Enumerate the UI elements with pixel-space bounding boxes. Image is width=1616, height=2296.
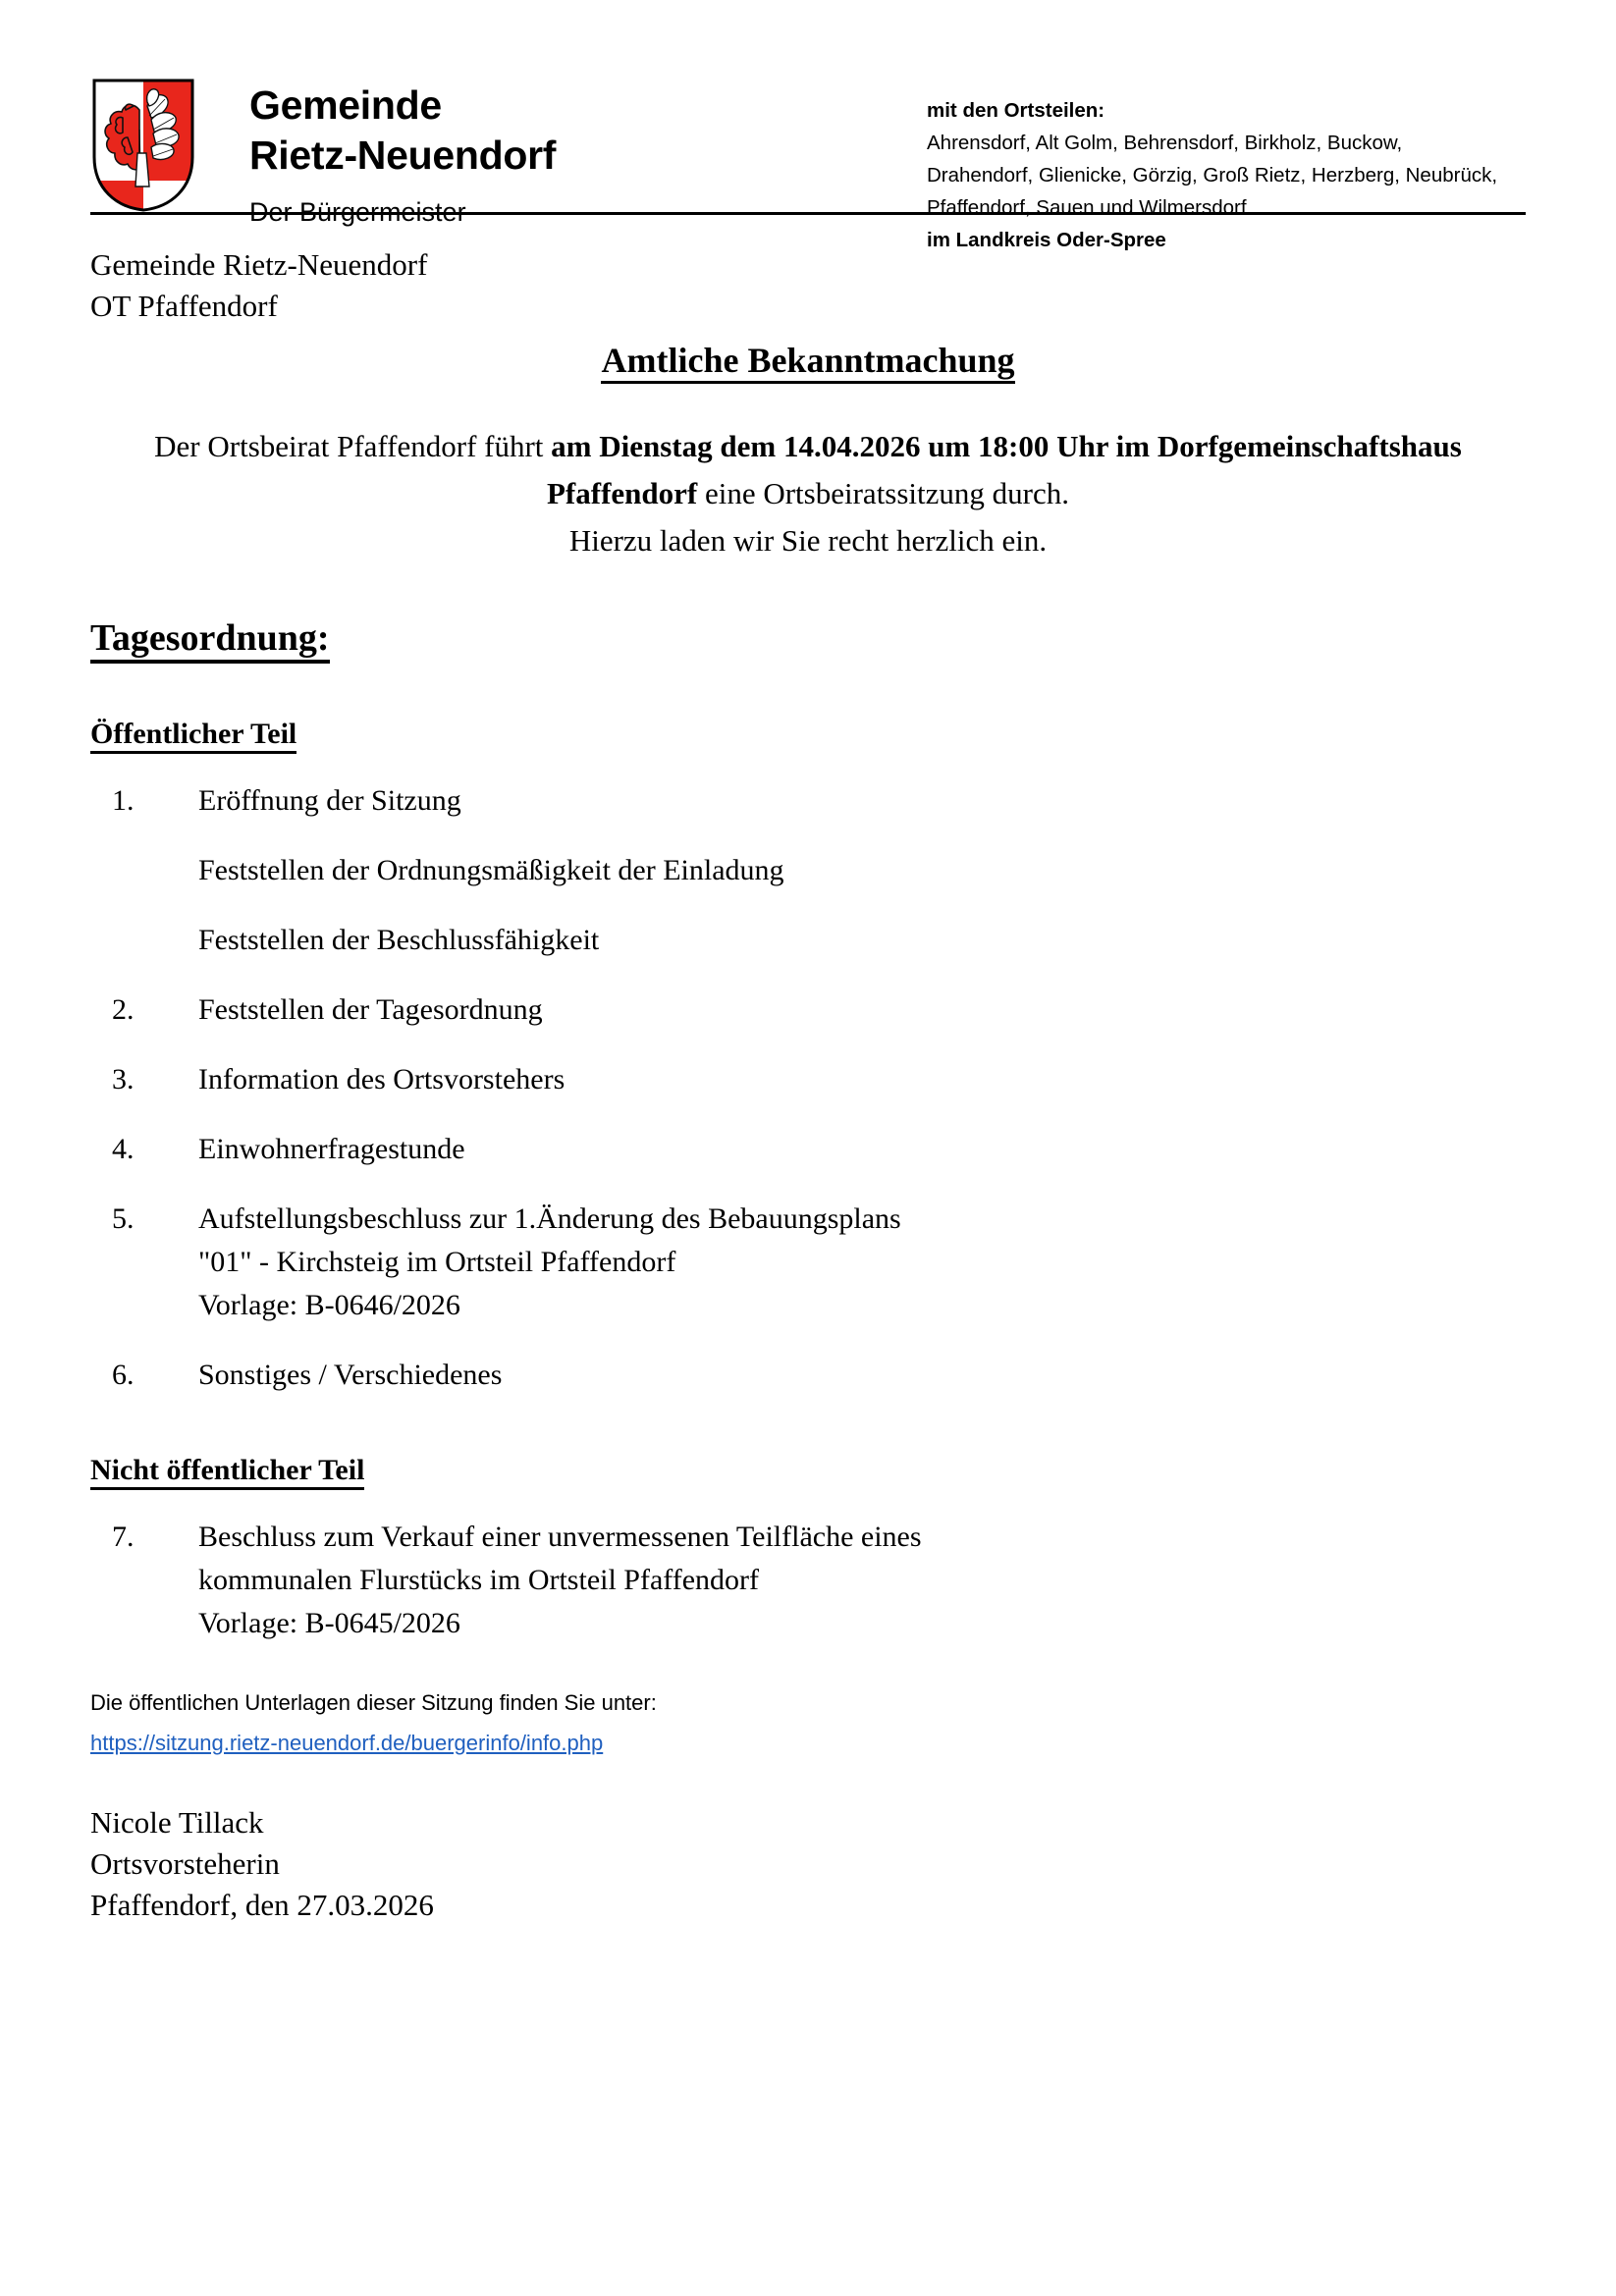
agenda-list-nonpublic bbox=[90, 1516, 1526, 1645]
page-title bbox=[90, 337, 1526, 384]
signature-block bbox=[90, 1802, 1526, 1926]
agenda-line: Einwohnerfragestunde bbox=[198, 1133, 465, 1165]
agenda-line: Feststellen der Ordnungsmäßigkeit der Einladung bbox=[198, 854, 784, 886]
signer-role: Ortsvorsteherin bbox=[90, 1846, 280, 1881]
agenda-line: Feststellen der Tagesordnung bbox=[198, 993, 543, 1026]
agenda-row bbox=[90, 1198, 1526, 1327]
invitation-datetime-venue: am Dienstag dem 14.04.2026 um 18:00 Uhr im Dorfgemeinschaftshaus Pfaffendorf bbox=[546, 429, 1462, 510]
agenda-text bbox=[198, 1128, 1526, 1171]
agenda-line: Aufstellungsbeschluss zur 1.Änderung des Bebauungsplans bbox=[198, 1202, 901, 1235]
agenda-text bbox=[198, 849, 1526, 892]
agenda-line: Information des Ortsvorstehers bbox=[198, 1063, 566, 1095]
agenda-line: Beschluss zum Verkauf einer unvermessenen Teilfläche eines bbox=[198, 1521, 922, 1553]
invitation-part-2: eine Ortsbeiratssitzung durch. bbox=[697, 476, 1069, 510]
agenda-number: 4. bbox=[112, 1133, 135, 1165]
agenda-line: Sonstiges / Verschiedenes bbox=[198, 1359, 503, 1391]
place-and-date: Pfaffendorf, den 27.03.2026 bbox=[90, 1888, 434, 1922]
brand-subtitle-mayor: Der Bürgermeister bbox=[249, 197, 466, 227]
agenda-text bbox=[198, 779, 1526, 823]
agenda-line: kommunalen Flurstücks im Ortsteil Pfaffendorf bbox=[198, 1564, 760, 1596]
brand-block bbox=[249, 77, 556, 230]
agenda-text bbox=[198, 1058, 1526, 1101]
agenda-line: "01" - Kirchsteig im Ortsteil Pfaffendorf bbox=[198, 1246, 676, 1278]
agenda-number bbox=[90, 919, 198, 962]
agenda-row bbox=[90, 988, 1526, 1032]
agenda-number: 3. bbox=[112, 1063, 135, 1095]
agenda-line: Eröffnung der Sitzung bbox=[198, 784, 461, 817]
agenda-line-vorlage: Vorlage: B-0645/2026 bbox=[198, 1607, 460, 1639]
ortsteile-line-3: Pfaffendorf, Sauen und Wilmersdorf bbox=[927, 196, 1247, 219]
ortsteile-line-2: Drahendorf, Glienicke, Görzig, Groß Rietz, Herzberg, Neubrück, bbox=[927, 164, 1498, 187]
agenda-text bbox=[198, 1198, 1526, 1327]
agenda-number: 7. bbox=[112, 1521, 135, 1553]
section-heading-public-text: Öffentlicher Teil bbox=[90, 718, 296, 754]
agenda-text bbox=[198, 1354, 1526, 1397]
agenda-row bbox=[90, 1058, 1526, 1101]
brand-line-gemeinde: Gemeinde bbox=[249, 82, 442, 128]
agenda-text bbox=[198, 919, 1526, 962]
agenda-line-vorlage: Vorlage: B-0646/2026 bbox=[198, 1289, 460, 1321]
letterhead bbox=[90, 0, 1526, 251]
agenda-number: 5. bbox=[112, 1202, 135, 1235]
brand-line-municipality: Rietz-Neuendorf bbox=[249, 133, 557, 178]
agenda-heading bbox=[90, 615, 1526, 661]
invitation-line-2: Hierzu laden wir Sie recht herzlich ein. bbox=[568, 523, 1048, 558]
agenda-number bbox=[90, 849, 198, 892]
agenda-row bbox=[90, 1128, 1526, 1171]
agenda-row bbox=[90, 849, 1526, 892]
agenda-number: 6. bbox=[112, 1359, 135, 1391]
invitation-paragraph bbox=[90, 423, 1526, 564]
agenda-list-public bbox=[90, 779, 1526, 1397]
ortsteile-line-1: Ahrensdorf, Alt Golm, Behrensdorf, Birkholz, Buckow, bbox=[927, 132, 1403, 154]
sender-line-2: OT Pfaffendorf bbox=[90, 289, 278, 323]
page-title-text: Amtliche Bekanntmachung bbox=[601, 341, 1014, 384]
section-heading-nonpublic-text: Nicht öffentlicher Teil bbox=[90, 1454, 364, 1490]
agenda-line: Feststellen der Beschlussfähigkeit bbox=[198, 924, 600, 956]
ortsteile-block bbox=[927, 77, 1526, 256]
agenda-row bbox=[90, 779, 1526, 823]
agenda-number: 2. bbox=[112, 993, 135, 1026]
landkreis-label: im Landkreis Oder-Spree bbox=[927, 229, 1166, 251]
signer-name: Nicole Tillack bbox=[90, 1805, 264, 1840]
buergerinfo-link[interactable]: https://sitzung.rietz-neuendorf.de/buergerinfo/info.php bbox=[90, 1731, 604, 1755]
sender-line-1: Gemeinde Rietz-Neuendorf bbox=[90, 247, 428, 282]
agenda-row bbox=[90, 1516, 1526, 1645]
agenda-text bbox=[198, 1516, 1526, 1645]
agenda-text bbox=[198, 988, 1526, 1032]
agenda-heading-text: Tagesordnung: bbox=[90, 617, 330, 664]
agenda-row bbox=[90, 1354, 1526, 1397]
coat-of-arms-icon bbox=[90, 77, 196, 214]
ortsteile-label: mit den Ortsteilen: bbox=[927, 99, 1105, 122]
invitation-part-1: Der Ortsbeirat Pfaffendorf führt bbox=[154, 429, 552, 463]
document-body bbox=[90, 215, 1526, 1926]
crest-container bbox=[90, 77, 228, 214]
agenda-number: 1. bbox=[112, 784, 135, 817]
section-heading-public bbox=[90, 716, 1526, 753]
agenda-row bbox=[90, 919, 1526, 962]
section-heading-nonpublic bbox=[90, 1452, 1526, 1489]
documents-note: Die öffentlichen Unterlagen dieser Sitzung finden Sie unter: bbox=[90, 1690, 657, 1715]
